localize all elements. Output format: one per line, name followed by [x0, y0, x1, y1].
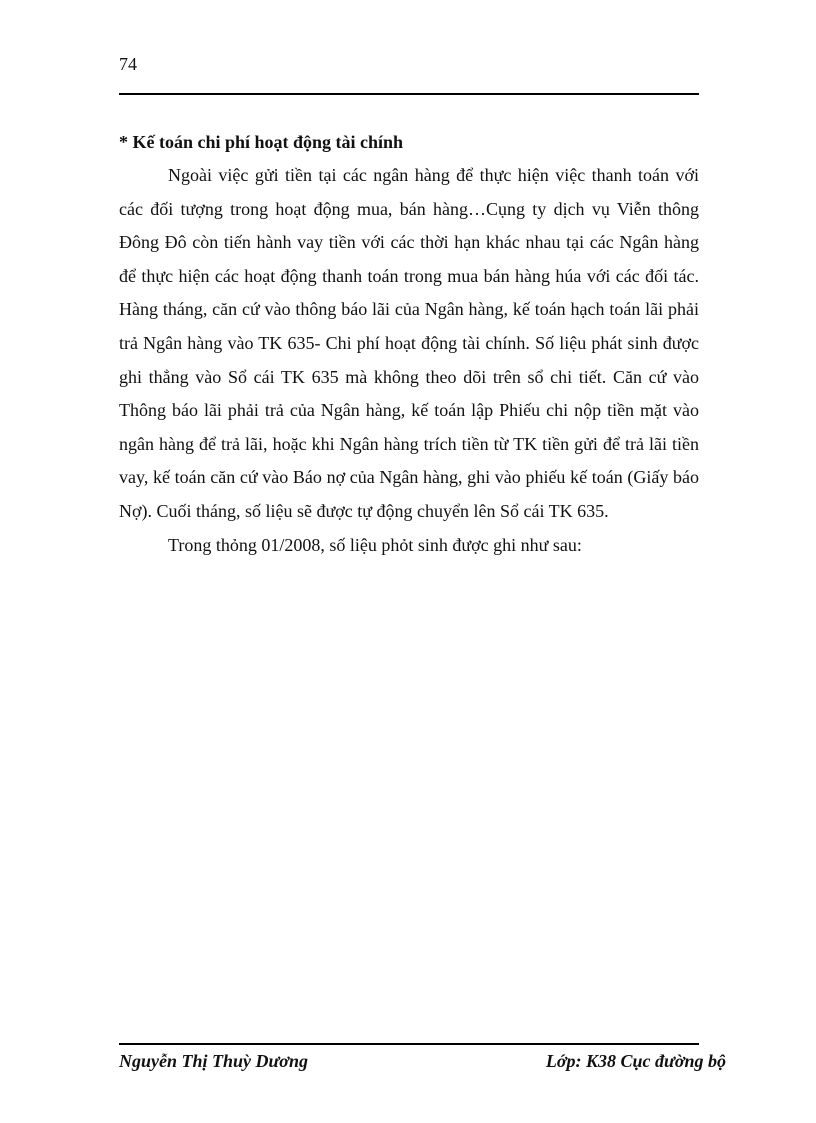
- paragraph: Trong thỏng 01/2008, số liệu phỏt sinh được ghi như sau:: [168, 534, 582, 555]
- footer-class-label: Lớp: K38 Cục đường bộ: [545, 1051, 726, 1071]
- body-text: [119, 159, 699, 562]
- page-number: 74: [119, 54, 137, 74]
- footer-author: Nguyễn Thị Thuỳ Dương: [119, 1051, 308, 1071]
- paragraph: Ngoài việc gửi tiền tại các ngân hàng để thực hiện việc thanh toán với các đối tượng trong hoạt động mua, bán hàng…Cụng ty dịch vụ Viễn thông Đông Đô còn tiến hành vay tiền với các thời hạn khác nhau tại các Ngân hàng để thực hiện các hoạt động thanh toán trong mua bán hàng húa với các đối tác. Hàng tháng, căn cứ vào thông báo lãi của Ngân hàng, kế toán hạch toán lãi phải trả Ngân hàng vào TK 635- Chi phí hoạt động tài chính. Số liệu phát sinh được ghi thẳng vào Sổ cái TK 635 mà không theo dõi trên sổ chi tiết. Căn cứ vào Thông báo lãi phải trả của Ngân hàng, kế toán lập Phiếu chi nộp tiền mặt vào ngân hàng để trả lãi, hoặc khi Ngân hàng trích tiền từ TK tiền gửi để trả lãi tiền vay, kế toán căn cứ vào Báo nợ của Ngân hàng, ghi vào phiếu kế toán (Giấy báo Nợ). Cuối tháng, số liệu sẽ được tự động chuyển lên Sổ cái TK 635.: [119, 165, 699, 521]
- header-divider: [119, 93, 699, 95]
- section-heading: * Kế toán chi phí hoạt động tài chính: [119, 132, 404, 152]
- footer-divider: [119, 1043, 699, 1045]
